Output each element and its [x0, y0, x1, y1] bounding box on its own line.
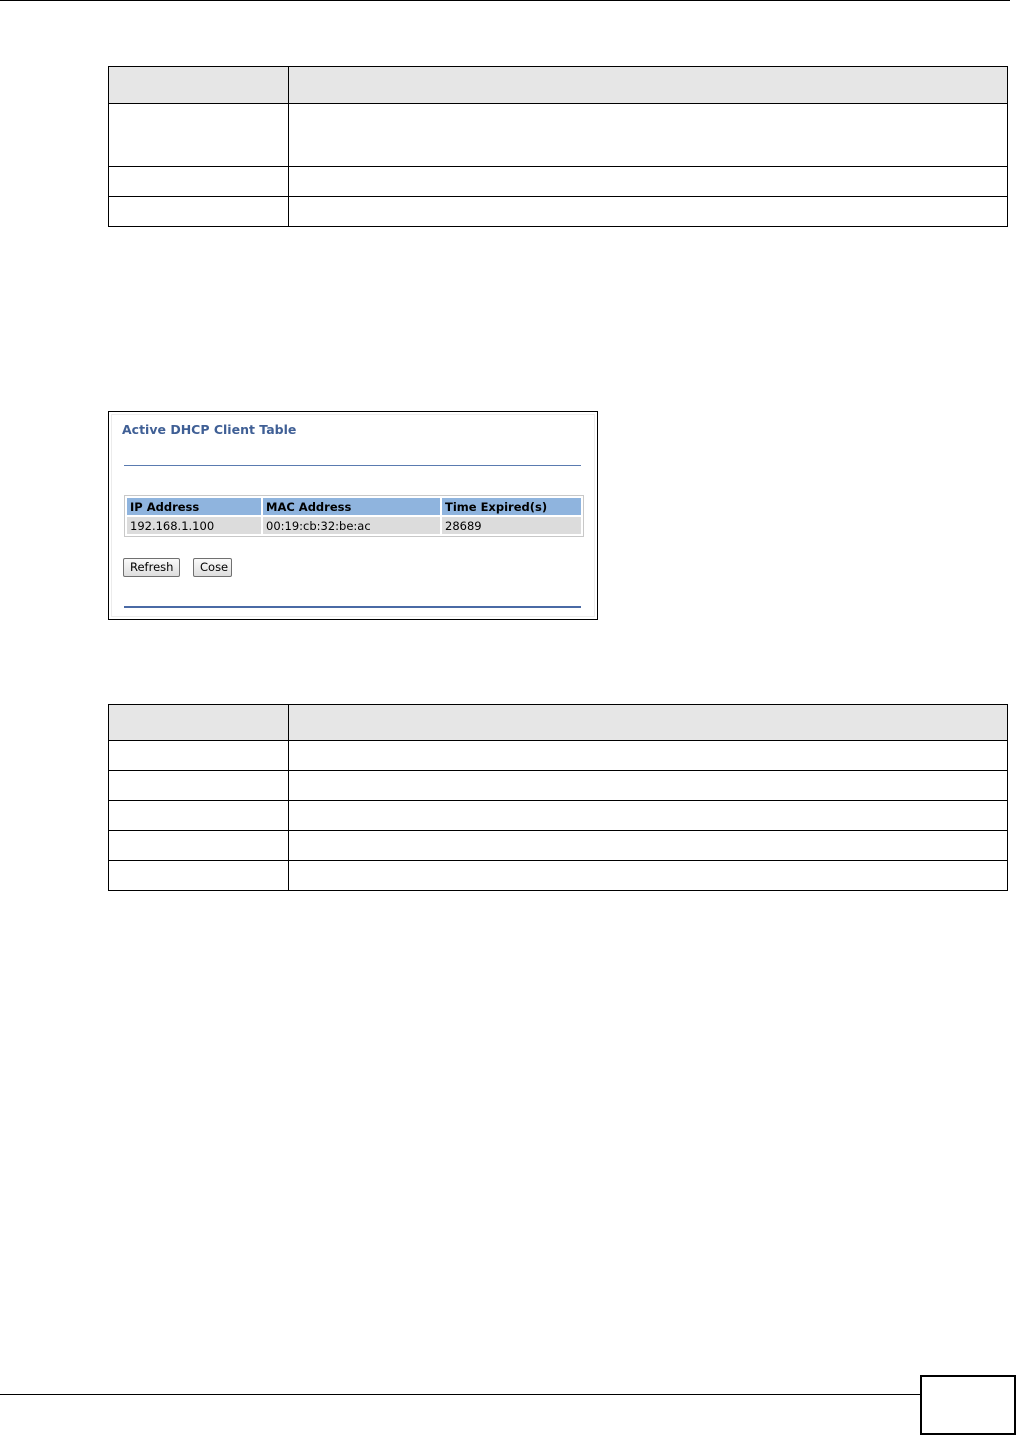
column-header-time-expired: Time Expired(s) — [442, 498, 581, 515]
title-divider — [124, 465, 581, 466]
ip-address-cell: 192.168.1.100 — [127, 517, 261, 534]
table-row — [109, 197, 1008, 227]
mac-address-cell: 00:19:cb:32:be:ac — [263, 517, 440, 534]
close-button[interactable]: Cose — [193, 558, 232, 577]
table-cell — [109, 67, 289, 104]
table-cell — [289, 771, 1008, 801]
table-header-row — [109, 67, 1008, 104]
table-cell — [109, 741, 289, 771]
dhcp-client-table-screenshot — [108, 411, 598, 620]
table-cell — [109, 861, 289, 891]
page-header-rule — [0, 0, 1010, 1]
column-header-ip-address: IP Address — [127, 498, 261, 515]
table-cell — [289, 104, 1008, 167]
panel-title: Active DHCP Client Table — [122, 422, 297, 437]
table-row — [109, 801, 1008, 831]
table-row — [109, 167, 1008, 197]
bottom-divider — [124, 606, 581, 608]
dhcp-table-header-row — [127, 498, 581, 515]
table-cell — [109, 831, 289, 861]
table-row — [109, 104, 1008, 167]
table-row — [109, 741, 1008, 771]
table-cell — [289, 861, 1008, 891]
table-header-row — [109, 705, 1008, 741]
field-description-table-top — [108, 66, 1008, 227]
table-cell — [289, 167, 1008, 197]
table-cell — [289, 705, 1008, 741]
table-cell — [109, 705, 289, 741]
table-cell — [109, 801, 289, 831]
table-row — [109, 831, 1008, 861]
time-expired-cell: 28689 — [442, 517, 581, 534]
page-footer-rule — [0, 1394, 920, 1395]
table-row — [109, 771, 1008, 801]
field-description-table-bottom — [108, 704, 1008, 891]
table-cell — [289, 197, 1008, 227]
table-row — [109, 861, 1008, 891]
table-cell — [289, 831, 1008, 861]
table-cell — [109, 197, 289, 227]
table-cell — [109, 104, 289, 167]
table-cell — [109, 771, 289, 801]
table-cell — [289, 741, 1008, 771]
table-cell — [289, 67, 1008, 104]
column-header-mac-address: MAC Address — [263, 498, 440, 515]
table-cell — [289, 801, 1008, 831]
table-row — [127, 517, 581, 534]
page-number-box — [920, 1375, 1016, 1435]
dhcp-client-table — [124, 495, 584, 537]
table-cell — [109, 167, 289, 197]
refresh-button[interactable]: Refresh — [123, 558, 180, 577]
